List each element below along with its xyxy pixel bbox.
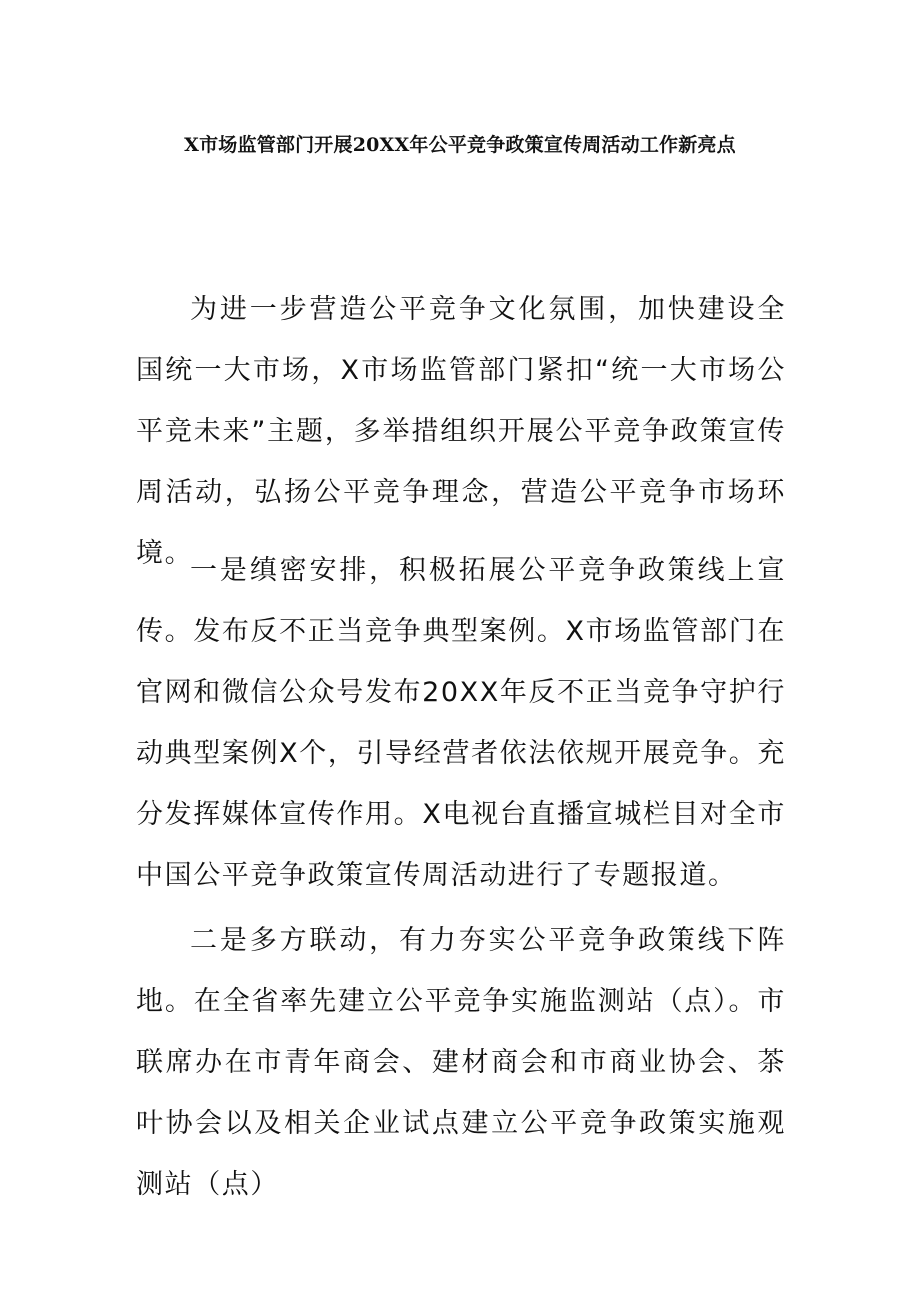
paragraph-intro: 为进一步营造公平竞争文化氛围，加快建设全国统一大市场，X市场监管部门紧扣“统一大市场公平竞未来”主题，多举措组织开展公平竞争政策宣传周活动，弘扬公平竞争理念，营造公平竞争市场环境。 [136,294,786,569]
document-title: X市场监管部门开展20XX年公平竞争政策宣传周活动工作新亮点 [184,134,736,156]
paragraph-offline-stations: 二是多方联动，有力夯实公平竞争政策线下阵地。在全省率先建立公平竞争实施监测站（点）。市联席办在市青年商会、建材商会和市商业协会、茶叶协会以及相关企业试点建立公平竞争政策实施观测站（点） [136,925,786,1200]
paragraph-online-publicity: 一是缜密安排，积极拓展公平竞争政策线上宣传。发布反不正当竞争典型案例。X市场监管部门在官网和微信公众号发布20XX年反不正当竞争守护行动典型案例X个，引导经营者依法依规开展竞争。充分发挥媒体宣传作用。X电视台直播宣城栏目对全市中国公平竞争政策宣传周活动进行了专题报道。 [136,555,786,891]
